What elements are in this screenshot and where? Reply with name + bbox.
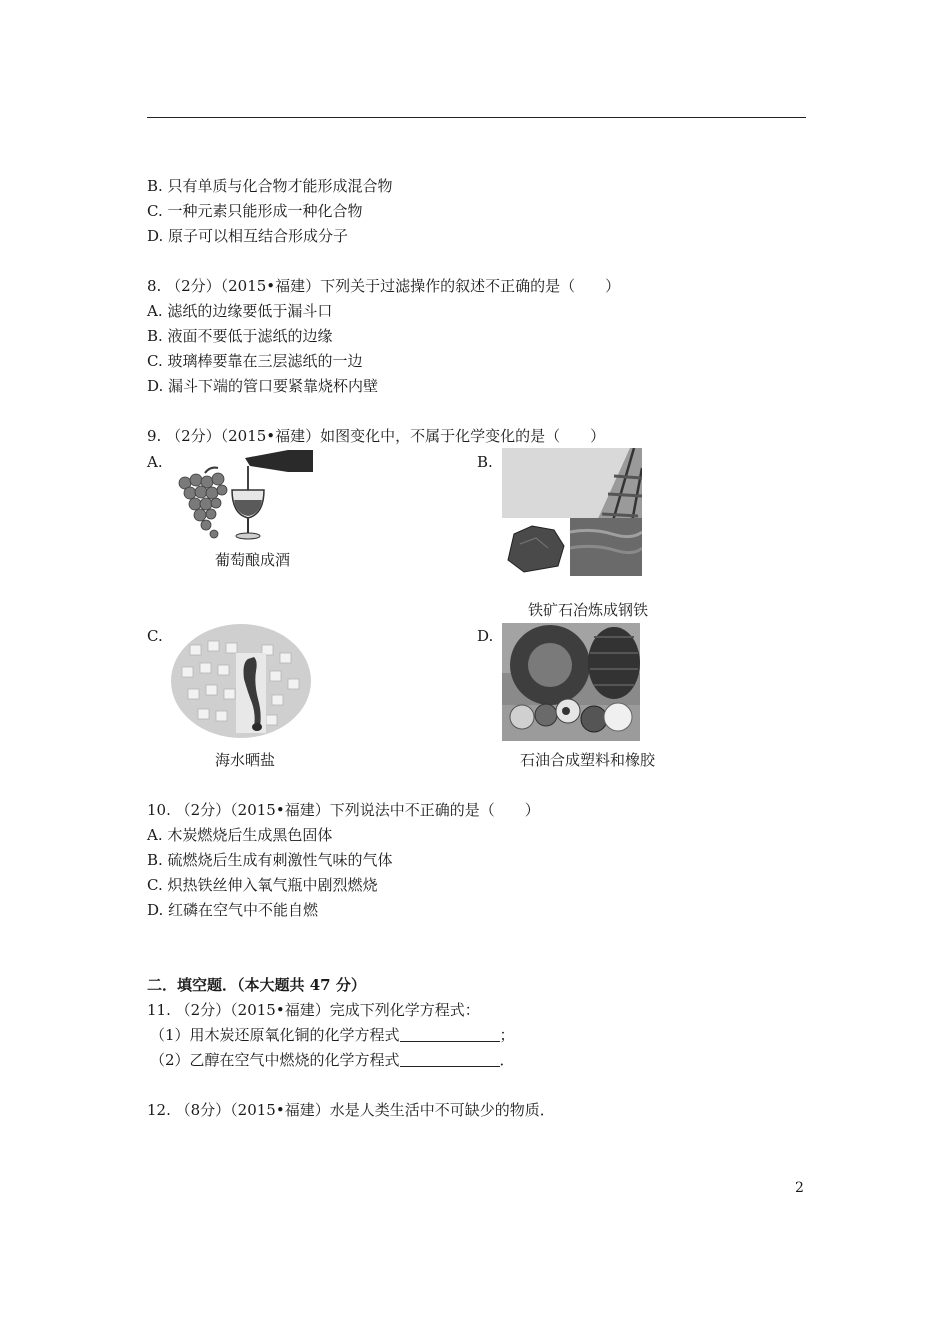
rubber-plastic-image xyxy=(502,623,640,741)
q11-part-1-blank[interactable] xyxy=(400,1027,500,1042)
sea-salt-image xyxy=(170,623,312,740)
q9-option-a-caption: 葡萄酿成酒 xyxy=(215,551,291,569)
q9-option-b-caption: 铁矿石冶炼成钢铁 xyxy=(528,601,649,619)
q11-part-2-text: （2）乙醇在空气中燃烧的化学方程式 xyxy=(150,1051,400,1069)
q9-stem: 9. （2分）（2015•福建）如图变化中，不属于化学变化的是（ ） xyxy=(147,427,606,445)
q10-option-d: D. 红磷在空气中不能自燃 xyxy=(147,901,319,919)
q10-option-b: B. 硫燃烧后生成有刺激性气味的气体 xyxy=(147,851,393,869)
q11-part-2 xyxy=(150,1050,515,1070)
q11-part-2-end: ． xyxy=(499,1051,515,1069)
q8-option-a: A. 滤纸的边缘要低于漏斗口 xyxy=(147,302,333,320)
q8-stem: 8. （2分）（2015•福建）下列关于过滤操作的叙述不正确的是（ ） xyxy=(147,277,621,295)
q7-option-c: C. 一种元素只能形成一种化合物 xyxy=(147,202,363,220)
q8-option-d: D. 漏斗下端的管口要紧靠烧杯内壁 xyxy=(147,377,379,395)
header-rule xyxy=(147,117,806,118)
grape-wine-image xyxy=(170,448,315,543)
q11-part-1-end: ； xyxy=(499,1026,515,1044)
q10-stem: 10. （2分）（2015•福建）下列说法中不正确的是（ ） xyxy=(147,801,540,819)
q8-option-b: B. 液面不要低于滤纸的边缘 xyxy=(147,327,333,345)
q11-part-1-text: （1）用木炭还原氧化铜的化学方程式 xyxy=(150,1026,400,1044)
q7-option-d: D. 原子可以相互结合形成分子 xyxy=(147,227,349,245)
q9-option-d-caption: 石油合成塑料和橡胶 xyxy=(520,751,656,769)
q11-part-1 xyxy=(150,1025,515,1045)
iron-ore-railway-image xyxy=(502,448,642,576)
q12-stem: 12. （8分）（2015•福建）水是人类生活中不可缺少的物质． xyxy=(147,1101,555,1119)
q10-option-c: C. 炽热铁丝伸入氧气瓶中剧烈燃烧 xyxy=(147,876,378,894)
section-2-title: 二．填空题．（本大题共 47 分） xyxy=(147,976,366,994)
q8-option-c: C. 玻璃棒要靠在三层滤纸的一边 xyxy=(147,352,363,370)
q11-stem: 11. （2分）（2015•福建）完成下列化学方程式： xyxy=(147,1001,480,1019)
q9-option-c-caption: 海水晒盐 xyxy=(215,751,276,769)
page-number: 2 xyxy=(795,1180,804,1196)
q9-option-c-label: C. xyxy=(147,627,163,645)
q9-option-d-label: D. xyxy=(477,627,494,645)
q7-option-b: B. 只有单质与化合物才能形成混合物 xyxy=(147,177,393,195)
q9-option-a-label: A. xyxy=(147,453,163,471)
q10-option-a: A. 木炭燃烧后生成黑色固体 xyxy=(147,826,333,844)
q11-part-2-blank[interactable] xyxy=(400,1052,500,1067)
q9-option-b-label: B. xyxy=(477,453,493,471)
